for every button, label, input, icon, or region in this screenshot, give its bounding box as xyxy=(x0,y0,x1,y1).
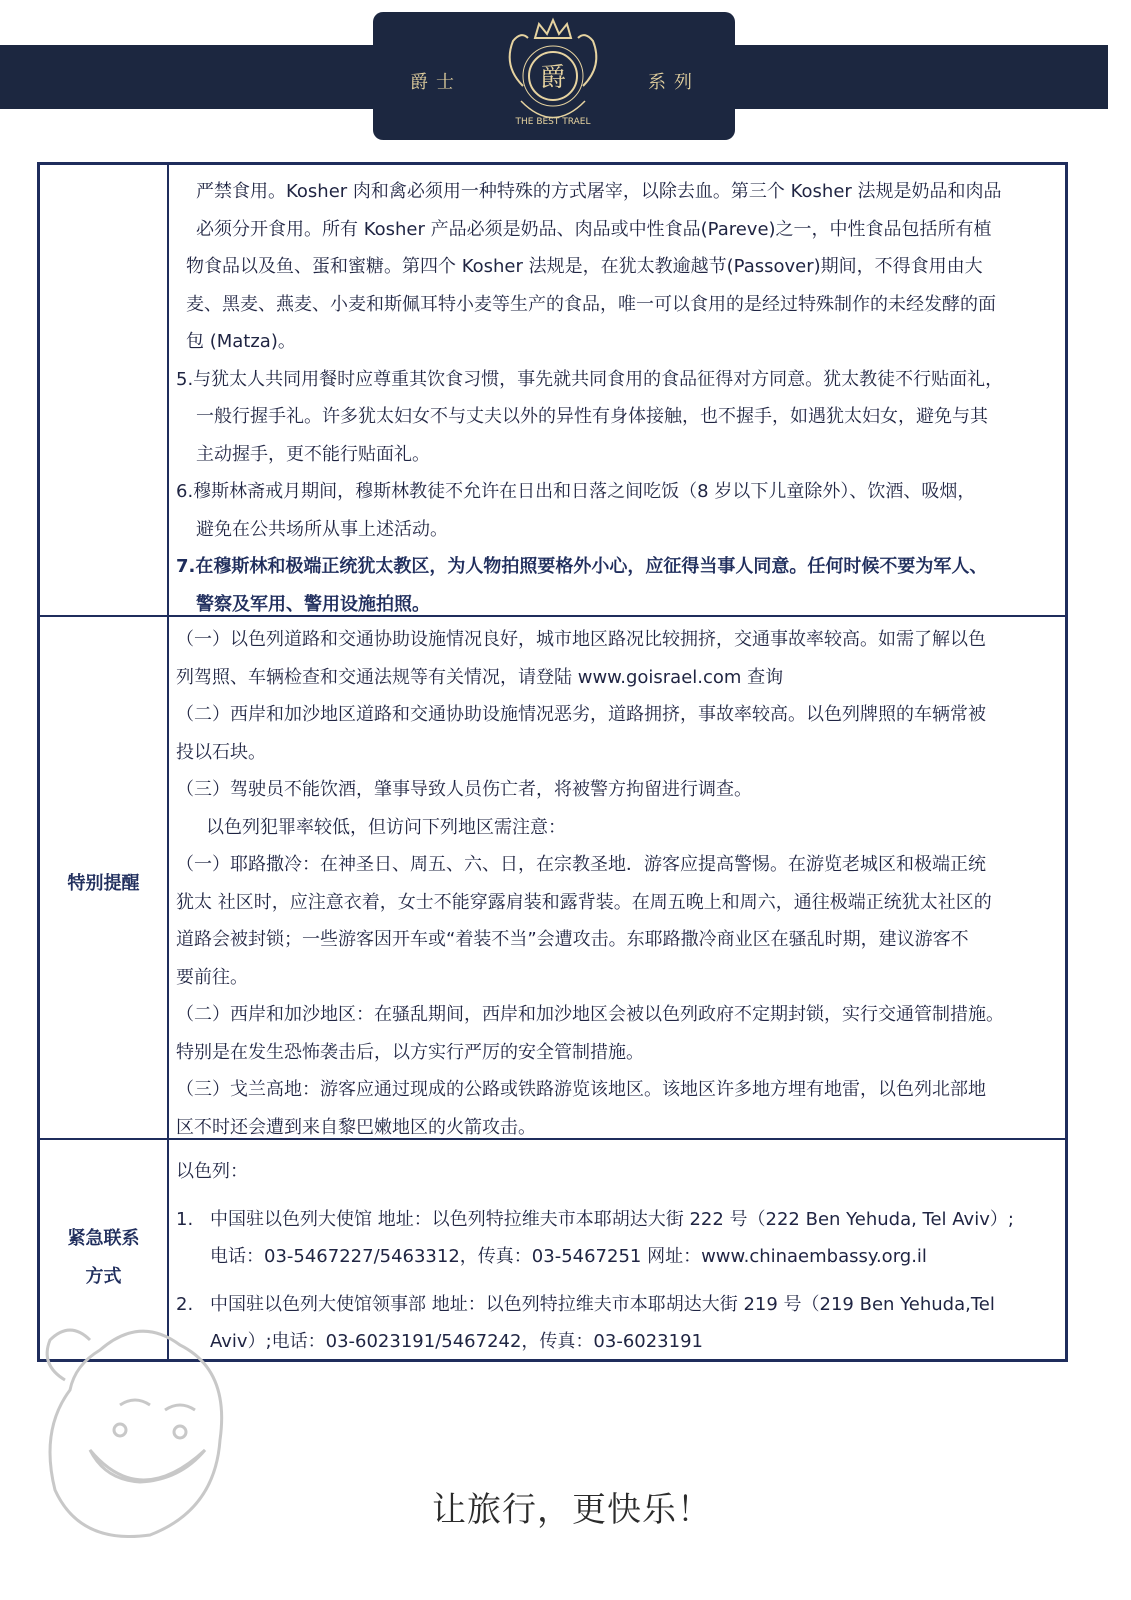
text-line: （一）耶路撒冷：在神圣日、周五、六、日，在宗教圣地．游客应提高警惕。在游览老城区和极端正统 xyxy=(176,854,986,875)
text-line: 区不时还会遭到来自黎巴嫩地区的火箭攻击。 xyxy=(176,1116,536,1138)
item-7-line: 警察及军用、警用设施拍照。 xyxy=(196,593,430,615)
item-5-line: 一般行握手礼。许多犹太妇女不与丈夫以外的异性有身体接触，也不握手，如遇犹太妇女，避免与其 xyxy=(196,406,988,427)
list-number: 2. xyxy=(176,1293,194,1315)
brand-logo xyxy=(483,16,623,136)
emergency-label-line: 紧急联系 xyxy=(67,1228,140,1249)
text-line: 道路会被封锁；一些游客因开车或“着装不当”会遭攻击。东耶路撒冷商业区在骚乱时期，建议游客不 xyxy=(176,929,969,950)
text-line: 投以石块。 xyxy=(176,741,266,763)
emergency-label xyxy=(40,1220,167,1296)
emergency-label-line: 方式 xyxy=(85,1266,122,1287)
special-reminder-content xyxy=(176,621,1059,1146)
info-table xyxy=(37,162,1068,1362)
list-line: 中国驻以色列大使馆领事部 地址：以色列特拉维夫市本耶胡达大街 219 号（219 Ben Yehuda,Tel xyxy=(210,1293,995,1315)
country-label: 以色列： xyxy=(176,1161,248,1182)
text-line: 严禁食用。Kosher 肉和禽必须用一种特殊的方式屠宰，以除去血。第三个 Kosher 法规是奶品和肉品 xyxy=(196,181,1002,202)
item-5-line: 主动握手，更不能行贴面礼。 xyxy=(196,443,430,465)
text-line: 包 (Matza)。 xyxy=(186,331,296,352)
list-item xyxy=(176,1201,1059,1276)
text-line: 犹太 社区时，应注意衣着，女士不能穿露肩装和露背装。在周五晚上和周六，通往极端正统犹太社区的 xyxy=(176,891,992,913)
text-line: 麦、黑麦、燕麦、小麦和斯佩耳特小麦等生产的食品，唯一可以食用的是经过特殊制作的未经发酵的面 xyxy=(186,293,996,315)
logo-char: 爵 xyxy=(539,63,567,93)
text-line: 要前往。 xyxy=(176,966,248,988)
item-6-line: 避免在公共场所从事上述活动。 xyxy=(196,518,448,540)
text-line: （一）以色列道路和交通协助设施情况良好，城市地区路况比较拥挤，交通事故率较高。如需了解以色 xyxy=(176,629,986,650)
item-5-line: 5.与犹太人共同用餐时应尊重其饮食习惯，事先就共同食用的食品征得对方同意。犹太教徒不行贴面礼， xyxy=(176,368,1004,390)
text-line: （三）戈兰高地：游客应通过现成的公路或铁路游览该地区。该地区许多地方埋有地雷，以色列北部地 xyxy=(176,1079,986,1100)
special-reminder-label: 特别提醒 xyxy=(67,873,140,894)
monkey-mascot-watermark xyxy=(30,1310,250,1550)
continued-section xyxy=(176,173,1059,623)
column-divider xyxy=(167,165,169,1359)
text-line: 必须分开食用。所有 Kosher 产品必须是奶品、肉品或中性食品(Pareve)之一，中性食品包括所有植 xyxy=(196,218,992,240)
header-right-text: 系列 xyxy=(648,72,700,93)
item-7-line: 7.在穆斯林和极端正统犹太教区，为人物拍照要格外小心，应征得当事人同意。任何时候不要为军人、 xyxy=(176,556,988,577)
text-line: （三）驾驶员不能饮酒，肇事导致人员伤亡者，将被警方拘留进行调查。 xyxy=(176,779,752,800)
footer-slogan: 让旅行，更快乐！ xyxy=(432,1490,712,1530)
list-item xyxy=(176,1286,1059,1361)
text-line: 物食品以及鱼、蛋和蜜糖。第四个 Kosher 法规是，在犹太教逾越节(Passover)期间，不得食用由大 xyxy=(186,256,983,277)
list-line: 电话：03-5467227/5463312，传真：03-5467251 网址：www.chinaembassy.org.il xyxy=(210,1246,927,1267)
text-line: 以色列犯罪率较低，但访问下列地区需注意： xyxy=(206,816,566,838)
text-line: 列驾照、车辆检查和交通法规等有关情况，请登陆 www.goisrael.com 查询 xyxy=(176,666,784,688)
item-6-line: 6.穆斯林斋戒月期间，穆斯林教徒不允许在日出和日落之间吃饭（8 岁以下儿童除外）、饮酒、吸烟， xyxy=(176,481,976,502)
header-left-text: 爵士 xyxy=(410,72,462,93)
text-line: 特别是在发生恐怖袭击后，以方实行严厉的安全管制措施。 xyxy=(176,1041,644,1063)
list-number: 1. xyxy=(176,1208,194,1230)
emergency-content xyxy=(176,1153,1059,1361)
list-line: 中国驻以色列大使馆 地址：以色列特拉维夫市本耶胡达大街 222 号（222 Ben Yehuda, Tel Aviv）; xyxy=(210,1208,1014,1230)
text-line: （二）西岸和加沙地区：在骚乱期间，西岸和加沙地区会被以色列政府不定期封锁，实行交通管制措施。 xyxy=(176,1004,1004,1025)
text-line: （二）西岸和加沙地区道路和交通协助设施情况恶劣，道路拥挤，事故率较高。以色列牌照的车辆常被 xyxy=(176,704,986,725)
list-line: Aviv）;电话：03-6023191/5467242，传真：03-6023191 xyxy=(210,1331,703,1352)
logo-ring-text: THE BEST TRAEL xyxy=(515,117,591,127)
